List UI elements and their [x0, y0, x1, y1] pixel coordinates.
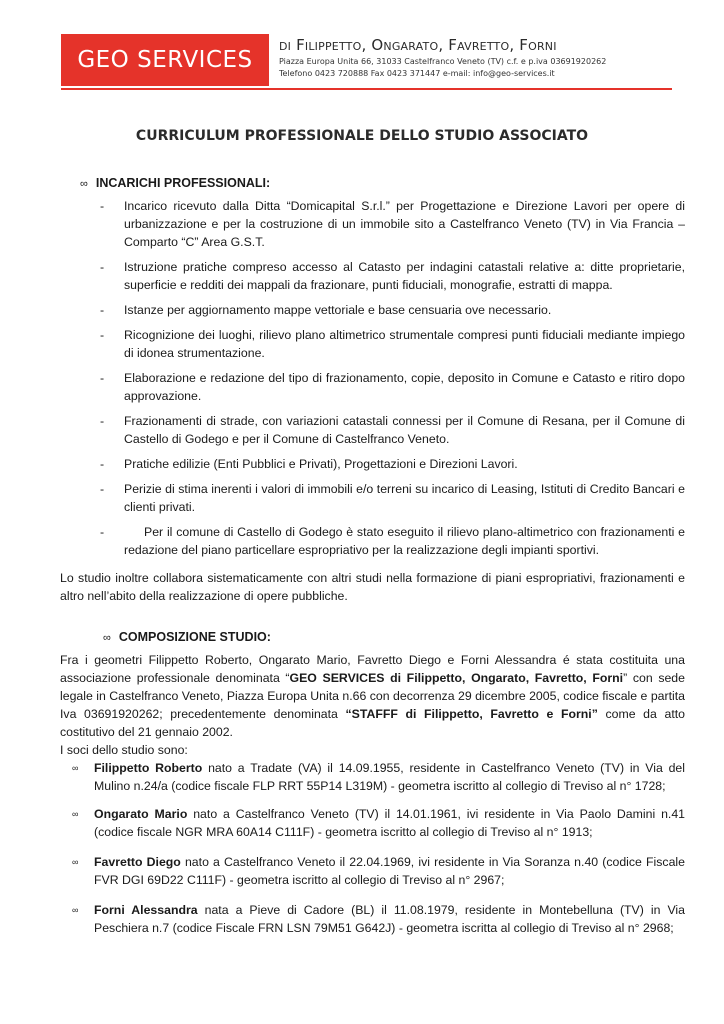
list-item: - Istruzione pratiche compreso accesso al Catasto per indagini catastali relative a: ditte proprietarie, superficie e redditi dei mappali da frazionare, punti fiduciali, monografie, estratti di mappa.	[100, 260, 685, 292]
dash-bullet-icon: -	[100, 371, 105, 385]
list-item: - Frazionamenti di strade, con variazioni catastali connessi per il Comune di Resana, per il Comune di Castello di Godego e per il Comune di Castelfranco Veneto.	[100, 414, 685, 446]
list-item: - Ricognizione dei luoghi, rilievo plano altimetrico strumentale compresi punti fiduciali mediante impiego di idonea strumentazione.	[100, 328, 685, 360]
list-item: - Elaborazione e redazione del tipo di frazionamento, copie, deposito in Comune e Catasto e ritiro dopo approvazione.	[100, 371, 685, 403]
dash-bullet-icon: -	[100, 260, 105, 274]
infinity-bullet-icon: ∞	[72, 763, 79, 773]
list-item: - Pratiche edilizie (Enti Pubblici e Privati), Progettazioni e Direzioni Lavori.	[100, 457, 518, 471]
section-heading-incarichi: ∞ INCARICHI PROFESSIONALI:	[80, 176, 271, 190]
dash-bullet-icon: -	[100, 328, 105, 342]
dash-bullet-icon: -	[100, 414, 105, 428]
infinity-bullet-icon: ∞	[72, 809, 79, 819]
soci-intro: I soci dello studio sono:	[60, 743, 188, 757]
dash-bullet-icon: -	[100, 457, 105, 471]
list-item: - Istanze per aggiornamento mappe vettoriale e base censuaria ove necessario.	[100, 303, 552, 317]
collaboration-paragraph: Lo studio inoltre collabora sistematicamente con altri studi nella formazione di piani espropriativi, frazionamenti e altro nell’abito della realizzazione di opere pubbliche.	[60, 571, 685, 603]
list-item: - Incarico ricevuto dalla Ditta “Domicapital S.r.l.” per Progettazione e Direzione Lavori per opere di urbanizzazione e per la costruzione di un immobile sito a Castelfranco Veneto (TV) in Via Francia – Comparto “C” Area G.S.T.	[100, 199, 685, 249]
list-item: - Per il comune di Castello di Godego è stato eseguito il rilievo plano-altimetrico con frazionamenti e redazione del piano particellare espropriativo per la realizzazione degli impianti sportivi.	[100, 525, 685, 557]
company-partners: di Filippetto, Ongarato, Favretto, Forni	[279, 36, 557, 54]
dash-bullet-icon: -	[100, 303, 105, 317]
soci-list	[72, 759, 685, 947]
list-item: ∞ Favretto Diego nato a Castelfranco Veneto il 22.04.1969, ivi residente in Via Soranza n.40 (codice Fiscale FVR DGI 69D22 C111F) - geometra iscritto al collegio di Treviso al n° 2967;	[72, 855, 685, 887]
list-item: ∞ Ongarato Mario nato a Castelfranco Veneto (TV) il 14.01.1961, ivi residente in Via Paolo Damini n.41 (codice fiscale NGR MRA 60A14 C111F) - geometra iscritto al collegio di Treviso al n° 1913;	[72, 807, 686, 839]
dash-bullet-icon: -	[100, 525, 105, 539]
company-info	[279, 36, 606, 80]
dash-bullet-icon: -	[100, 199, 105, 213]
company-contacts: Telefono 0423 720888 Fax 0423 371447 e-mail: info@geo-services.it	[279, 69, 555, 78]
company-logo: GEO SERVICES	[61, 34, 269, 86]
header-divider	[61, 88, 672, 90]
list-item: - Perizie di stima inerenti i valori di immobili e/o terreni su incarico di Leasing, Istituti di Credito Bancari e clienti privati.	[100, 482, 685, 514]
letterhead	[61, 34, 672, 86]
infinity-bullet-icon: ∞	[80, 178, 88, 190]
page-title: CURRICULUM PROFESSIONALE DELLO STUDIO ASSOCIATO	[135, 128, 589, 144]
dash-bullet-icon: -	[100, 482, 105, 496]
infinity-bullet-icon: ∞	[72, 905, 79, 915]
list-item: ∞ Forni Alessandra nata a Pieve di Cadore (BL) il 11.08.1979, residente in Montebelluna (TV) in Via Peschiera n.7 (codice Fiscale FRN LSN 79M51 G642J) - geometra iscritta al collegio di Treviso al n° 2968;	[72, 903, 686, 935]
section-heading-composizione: ∞ COMPOSIZIONE STUDIO:	[103, 630, 271, 644]
infinity-bullet-icon: ∞	[103, 632, 111, 644]
incarichi-list	[100, 197, 685, 566]
composition-paragraph: Fra i geometri Filippetto Roberto, Ongarato Mario, Favretto Diego e Forni Alessandra é stata costituita una associazione professionale denominata “GEO SERVICES di Filippetto, Ongarato, Favretto, Forni” con sede legale in Castelfranco Veneto, Piazza Europa Unita n.66 con decorrenza 29 dicembre 2005, codice fiscale e partita Iva 03691920262; precedentemente denominata “STAFFF di Filippetto, Favretto e Forni” come da atto costitutivo del 21 gennaio 2002.	[60, 653, 685, 739]
list-item: ∞ Filippetto Roberto nato a Tradate (VA) il 14.09.1955, residente in Castelfranco Veneto (TV) in Via del Mulino n.24/a (codice fiscale FLP RRT 55P14 L319M) - geometra iscritto al collegio di Treviso al n° 1728;	[72, 761, 685, 793]
infinity-bullet-icon: ∞	[72, 857, 79, 867]
company-address: Piazza Europa Unita 66, 31033 Castelfranco Veneto (TV) c.f. e p.iva 03691920262	[279, 57, 607, 66]
